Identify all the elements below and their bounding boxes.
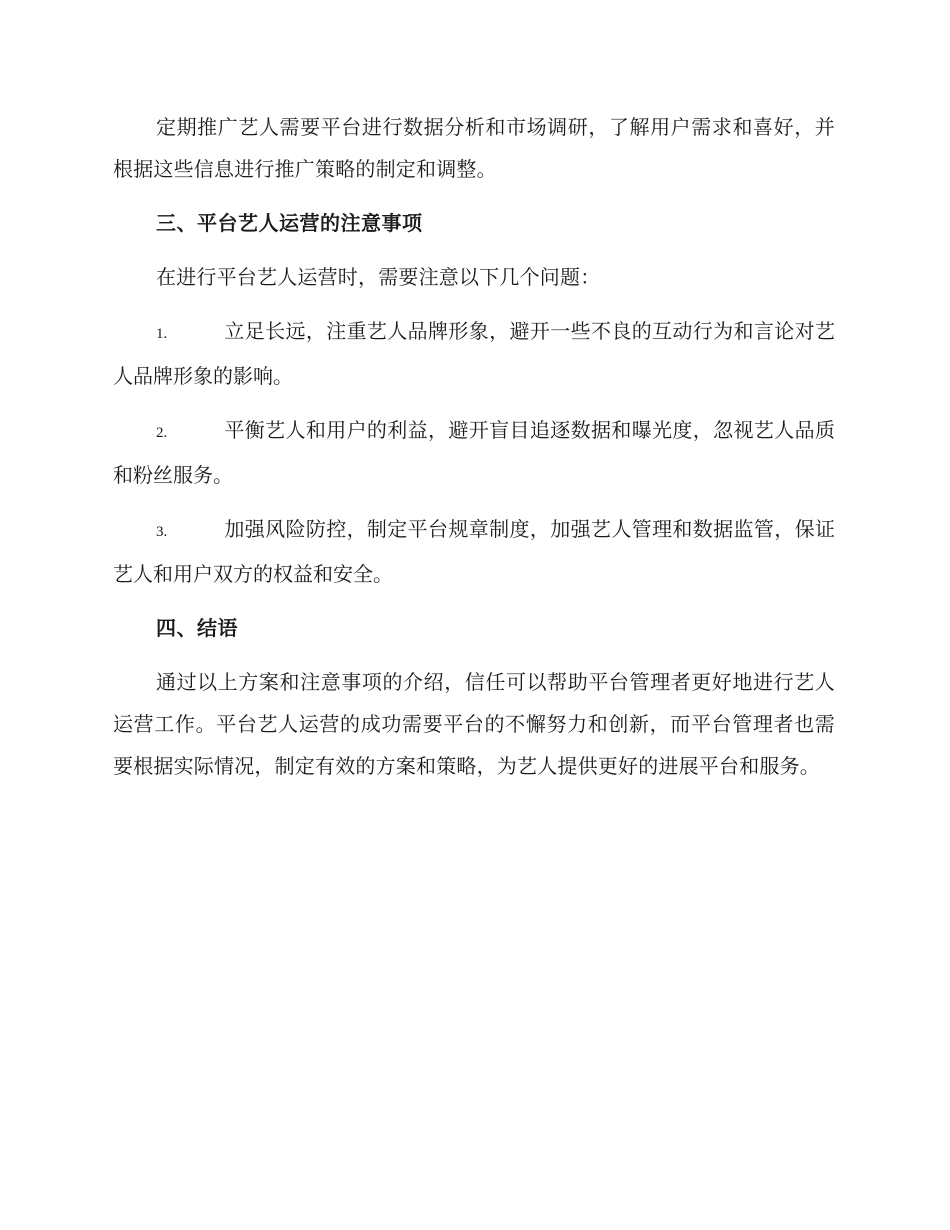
section-heading-precautions: 三、平台艺人运营的注意事项 bbox=[156, 211, 423, 235]
list-item-number: 1. bbox=[156, 326, 168, 342]
list-item-text: 加强风险防控，制定平台规章制度，加强艺人管理和数据监管，保证艺人和用户双方的权益和安全。 bbox=[113, 517, 835, 586]
section-lead-paragraph: 在进行平台艺人运营时，需要注意以下几个问题： bbox=[156, 265, 601, 289]
list-item-text: 平衡艺人和用户的利益，避开盲目追逐数据和曝光度，忽视艺人品质和粉丝服务。 bbox=[113, 418, 835, 487]
intro-paragraph: 定期推广艺人需要平台进行数据分析和市场调研，了解用户需求和喜好，并根据这些信息进行推广策略的制定和调整。 bbox=[113, 115, 835, 181]
document-page bbox=[113, 106, 835, 787]
list-item bbox=[113, 409, 835, 496]
conclusion-paragraph: 通过以上方案和注意事项的介绍，信任可以帮助平台管理者更好地进行艺人运营工作。平台艺人运营的成功需要平台的不懈努力和创新，而平台管理者也需要根据实际情况，制定有效的方案和策略，为艺人提供更好的进展平台和服务。 bbox=[113, 670, 835, 778]
list-item-number: 2. bbox=[156, 425, 168, 441]
list-item-text: 立足长远，注重艺人品牌形象，避开一些不良的互动行为和言论对艺人品牌形象的影响。 bbox=[113, 319, 835, 388]
section-heading-conclusion: 四、结语 bbox=[156, 616, 238, 640]
list-item-number: 3. bbox=[156, 524, 168, 540]
list-item bbox=[113, 508, 835, 595]
list-item bbox=[113, 310, 835, 397]
